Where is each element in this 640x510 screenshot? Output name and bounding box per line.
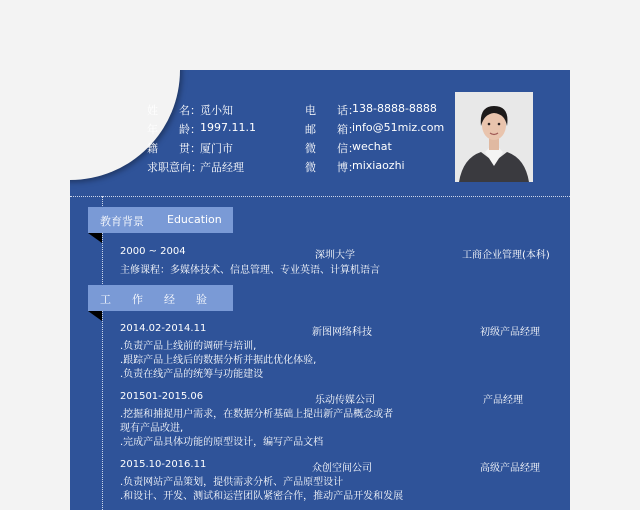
education-period: 2000 ~ 2004	[120, 246, 186, 257]
wechat-label: 微 信：	[305, 142, 359, 155]
job-period: 2014.02-2014.11	[120, 323, 207, 334]
divider-horizontal	[70, 196, 570, 197]
resume-sheet	[70, 70, 570, 510]
wechat-value: wechat	[352, 140, 392, 153]
age-value: 1997.11.1	[200, 121, 256, 134]
job-position: 高级产品经理	[480, 463, 540, 474]
job-position: 产品经理	[483, 395, 523, 406]
intent-value: 产品经理	[200, 161, 244, 174]
job-duty: .完成产品具体功能的原型设计，编写产品文档	[120, 437, 324, 448]
education-section-header	[88, 207, 233, 233]
job-company: 新图网络科技	[312, 327, 372, 338]
job-duty: .挖掘和捕捉用户需求，在数据分析基础上提出新产品概念或者	[120, 409, 394, 420]
job-position: 初级产品经理	[480, 327, 540, 338]
email-label: 邮 箱：	[305, 123, 359, 136]
origin-value: 厦门市	[200, 142, 233, 155]
weibo-value: mixiaozhi	[352, 159, 405, 172]
job-duty: .负责在线产品的统筹与功能建设	[120, 369, 264, 380]
job-duty: 现有产品改进,	[120, 423, 184, 434]
job-period: 2015.10-2016.11	[120, 459, 207, 470]
education-courses: 主修课程：多媒体技术、信息管理、专业英语、计算机语言	[120, 265, 380, 276]
work-title: 工 作 经 验	[100, 293, 207, 306]
job-period: 201501-2015.06	[120, 391, 204, 402]
education-title-cn: 教育背景	[100, 215, 144, 228]
divider-vertical	[102, 196, 103, 510]
ribbon-fold-icon	[88, 233, 102, 243]
work-section-header	[88, 285, 233, 311]
name-value: 觅小知	[200, 104, 233, 117]
job-duty: .和设计、开发、测试和运营团队紧密合作，推动产品开发和发展	[120, 491, 404, 502]
job-duty: .跟踪产品上线后的数据分析并据此优化体验,	[120, 355, 317, 366]
age-label: 年 龄：	[147, 123, 201, 136]
education-school: 深圳大学	[315, 250, 355, 261]
name-label: 姓 名：	[147, 104, 201, 117]
job-company: 众创空间公司	[312, 463, 372, 474]
job-duty: .负责网站产品策划，提供需求分析、产品原型设计	[120, 477, 344, 488]
email-value: info@51miz.com	[352, 121, 445, 134]
job-duty: .负责产品上线前的调研与培训,	[120, 341, 257, 352]
origin-label: 籍 贯：	[147, 142, 201, 155]
education-major: 工商企业管理(本科)	[462, 250, 550, 261]
intent-label: 求职意向：	[147, 161, 202, 174]
phone-value: 138-8888-8888	[352, 102, 437, 115]
profile-photo	[455, 92, 533, 182]
education-title-en: Education	[167, 213, 222, 226]
phone-label: 电 话：	[305, 104, 359, 117]
weibo-label: 微 博：	[305, 161, 359, 174]
ribbon-fold-icon	[88, 311, 102, 321]
job-company: 乐动传媒公司	[315, 395, 375, 406]
